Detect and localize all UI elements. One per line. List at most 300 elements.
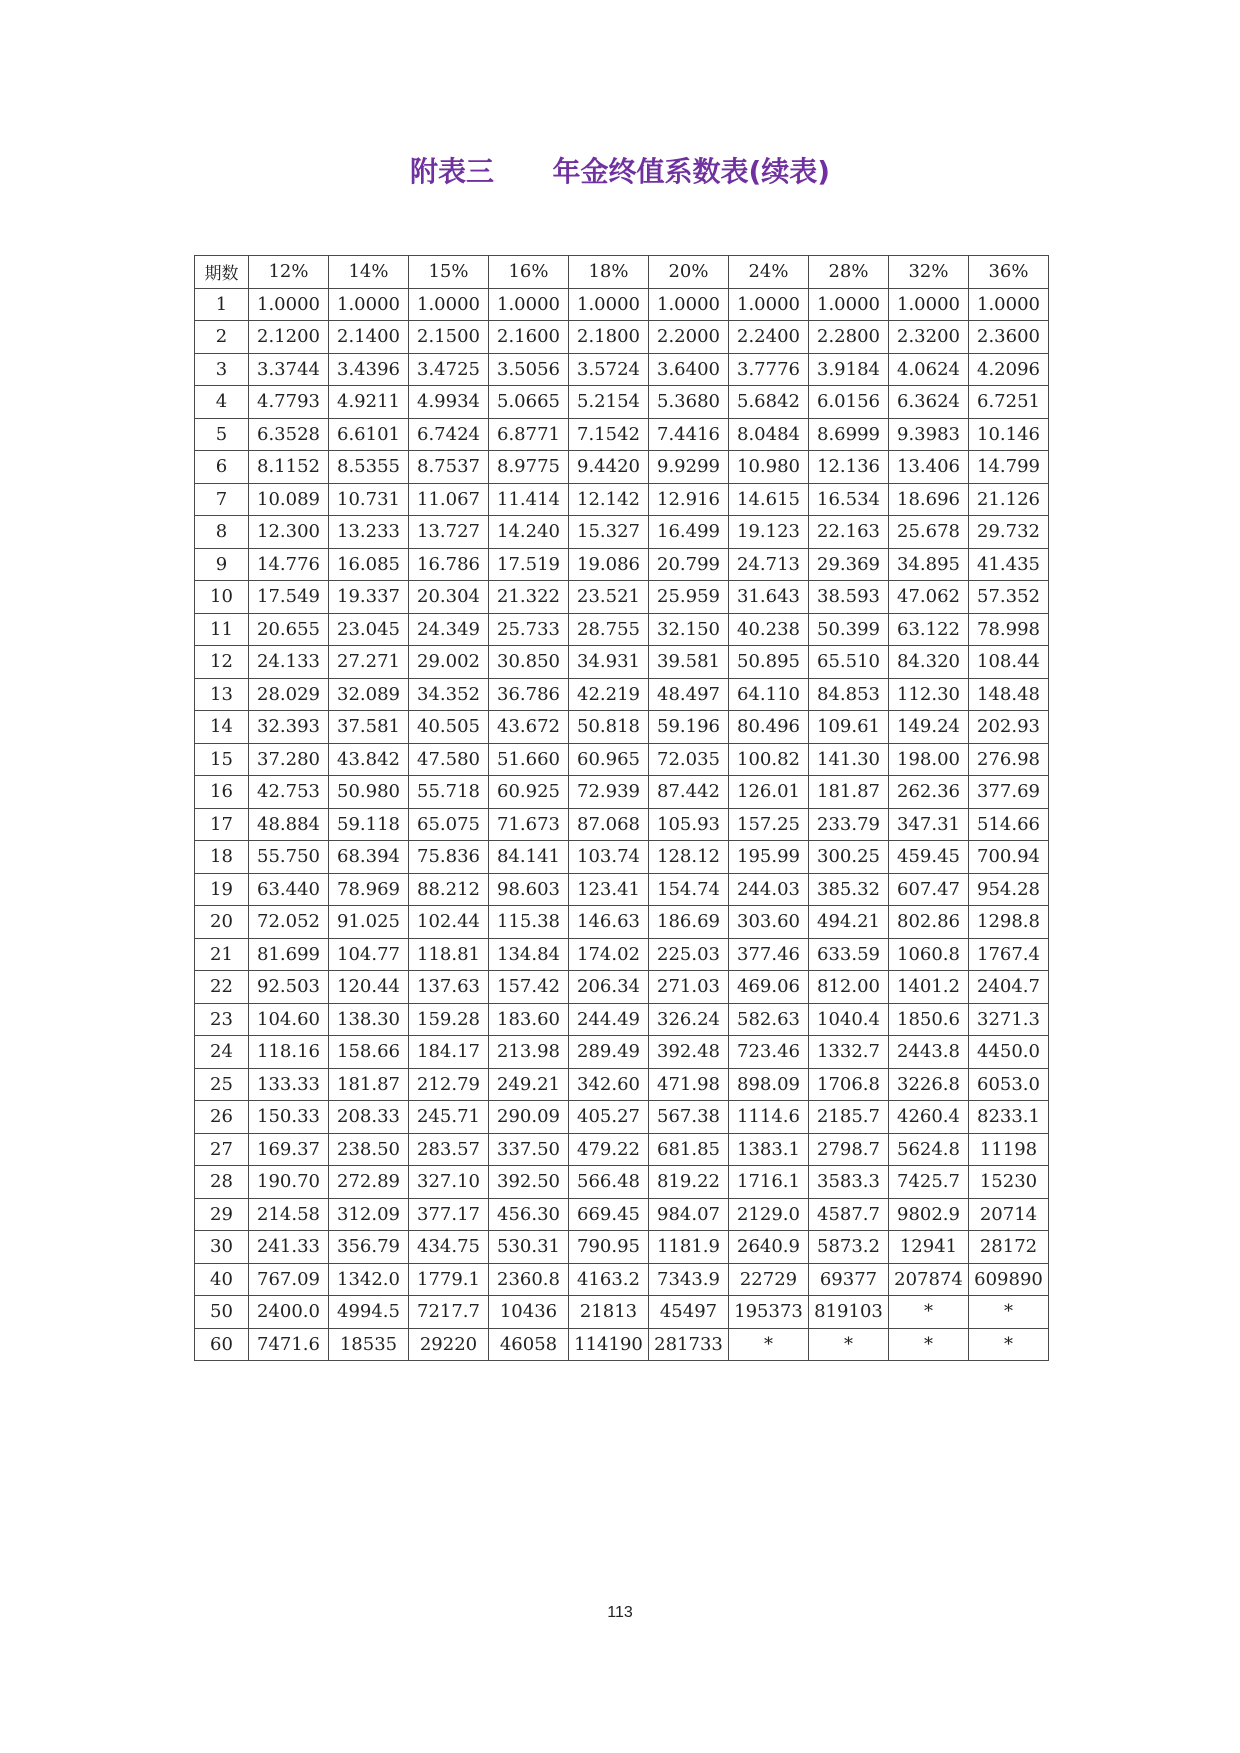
factor-cell: 68.394 [329,841,409,874]
rate-column-header: 36% [969,256,1049,289]
factor-cell: 377.17 [409,1198,489,1231]
factor-cell: 37.581 [329,711,409,744]
factor-cell: 669.45 [569,1198,649,1231]
factor-cell: 347.31 [889,808,969,841]
factor-cell: 9802.9 [889,1198,969,1231]
factor-cell: 28172 [969,1231,1049,1264]
factor-cell: 55.750 [249,841,329,874]
factor-cell: 81.699 [249,938,329,971]
factor-cell: 2.2800 [809,321,889,354]
table-row [195,1101,1049,1134]
factor-cell: * [969,1328,1049,1361]
factor-cell: 146.63 [569,906,649,939]
factor-cell: 37.280 [249,743,329,776]
factor-cell: 790.95 [569,1231,649,1264]
factor-cell: 65.075 [409,808,489,841]
factor-cell: 3.9184 [809,353,889,386]
factor-cell: 114190 [569,1328,649,1361]
factor-cell: 566.48 [569,1166,649,1199]
table-row [195,1328,1049,1361]
factor-cell: 479.22 [569,1133,649,1166]
factor-cell: 1114.6 [729,1101,809,1134]
period-cell: 60 [195,1328,249,1361]
table-row [195,808,1049,841]
factor-cell: 87.068 [569,808,649,841]
factor-cell: 105.93 [649,808,729,841]
factor-cell: 1383.1 [729,1133,809,1166]
factor-cell: 3.3744 [249,353,329,386]
factor-cell: 7.4416 [649,418,729,451]
factor-cell: 102.44 [409,906,489,939]
factor-cell: 22.163 [809,516,889,549]
period-column-header: 期数 [195,256,249,289]
factor-cell: 3.6400 [649,353,729,386]
factor-cell: 104.77 [329,938,409,971]
factor-cell: 6.8771 [489,418,569,451]
factor-cell: 190.70 [249,1166,329,1199]
period-cell: 1 [195,288,249,321]
factor-cell: 195.99 [729,841,809,874]
factor-cell: 1401.2 [889,971,969,1004]
table-row [195,743,1049,776]
period-cell: 40 [195,1263,249,1296]
factor-cell: 2.1800 [569,321,649,354]
factor-cell: 582.63 [729,1003,809,1036]
period-cell: 27 [195,1133,249,1166]
factor-cell: 36.786 [489,678,569,711]
table-row [195,321,1049,354]
factor-cell: 326.24 [649,1003,729,1036]
factor-cell: 69377 [809,1263,889,1296]
factor-cell: 118.16 [249,1036,329,1069]
factor-cell: 112.30 [889,678,969,711]
factor-cell: 4.7793 [249,386,329,419]
factor-cell: 6053.0 [969,1068,1049,1101]
factor-cell: 13.233 [329,516,409,549]
factor-cell: * [889,1328,969,1361]
factor-cell: 469.06 [729,971,809,1004]
table-row [195,288,1049,321]
factor-cell: 207874 [889,1263,969,1296]
factor-cell: 206.34 [569,971,649,1004]
period-cell: 20 [195,906,249,939]
period-cell: 10 [195,581,249,614]
factor-cell: 24.133 [249,646,329,679]
factor-cell: 567.38 [649,1101,729,1134]
factor-cell: 98.603 [489,873,569,906]
factor-cell: 607.47 [889,873,969,906]
factor-cell: 19.337 [329,581,409,614]
factor-cell: 1060.8 [889,938,969,971]
rate-column-header: 14% [329,256,409,289]
factor-cell: 34.895 [889,548,969,581]
factor-cell: 63.122 [889,613,969,646]
table-row [195,971,1049,1004]
factor-cell: 276.98 [969,743,1049,776]
period-cell: 21 [195,938,249,971]
factor-cell: 50.895 [729,646,809,679]
page-title: 附表三 年金终值系数表(续表) [409,155,831,188]
factor-cell: 225.03 [649,938,729,971]
factor-cell: 471.98 [649,1068,729,1101]
factor-cell: 8.5355 [329,451,409,484]
factor-cell: 356.79 [329,1231,409,1264]
table-row [195,711,1049,744]
annuity-future-value-table [194,255,1049,1361]
factor-cell: 169.37 [249,1133,329,1166]
factor-cell: 29.369 [809,548,889,581]
factor-cell: 213.98 [489,1036,569,1069]
factor-cell: 4.0624 [889,353,969,386]
factor-cell: 59.196 [649,711,729,744]
factor-cell: 17.519 [489,548,569,581]
factor-cell: 819.22 [649,1166,729,1199]
factor-cell: 27.271 [329,646,409,679]
factor-cell: 32.393 [249,711,329,744]
factor-cell: 245.71 [409,1101,489,1134]
factor-cell: 84.320 [889,646,969,679]
factor-cell: 337.50 [489,1133,569,1166]
factor-cell: 5.6842 [729,386,809,419]
factor-cell: 65.510 [809,646,889,679]
factor-cell: 123.41 [569,873,649,906]
period-cell: 28 [195,1166,249,1199]
factor-cell: 8.9775 [489,451,569,484]
factor-cell: 59.118 [329,808,409,841]
factor-cell: 5.3680 [649,386,729,419]
period-cell: 14 [195,711,249,744]
factor-cell: 120.44 [329,971,409,1004]
factor-cell: 198.00 [889,743,969,776]
table-row [195,353,1049,386]
factor-cell: 7.1542 [569,418,649,451]
table-row [195,548,1049,581]
factor-cell: 28.029 [249,678,329,711]
factor-cell: 186.69 [649,906,729,939]
factor-cell: 29220 [409,1328,489,1361]
period-cell: 5 [195,418,249,451]
factor-cell: 819103 [809,1296,889,1329]
factor-cell: 138.30 [329,1003,409,1036]
factor-cell: 38.593 [809,581,889,614]
factor-cell: 10.089 [249,483,329,516]
factor-cell: 12941 [889,1231,969,1264]
factor-cell: 40.238 [729,613,809,646]
period-cell: 12 [195,646,249,679]
factor-cell: 18.696 [889,483,969,516]
factor-cell: 9.3983 [889,418,969,451]
factor-cell: 20714 [969,1198,1049,1231]
factor-cell: 23.521 [569,581,649,614]
factor-cell: 48.884 [249,808,329,841]
factor-cell: 812.00 [809,971,889,1004]
period-cell: 7 [195,483,249,516]
factor-cell: 118.81 [409,938,489,971]
period-cell: 25 [195,1068,249,1101]
rate-column-header: 24% [729,256,809,289]
factor-cell: 2.1200 [249,321,329,354]
table-row [195,938,1049,971]
factor-cell: 283.57 [409,1133,489,1166]
factor-cell: 212.79 [409,1068,489,1101]
factor-cell: 15230 [969,1166,1049,1199]
factor-cell: 984.07 [649,1198,729,1231]
factor-cell: 434.75 [409,1231,489,1264]
factor-cell: 5873.2 [809,1231,889,1264]
factor-cell: 1706.8 [809,1068,889,1101]
factor-cell: 1716.1 [729,1166,809,1199]
factor-cell: 202.93 [969,711,1049,744]
factor-cell: 32.089 [329,678,409,711]
factor-cell: 34.931 [569,646,649,679]
factor-cell: 456.30 [489,1198,569,1231]
factor-cell: 2.3200 [889,321,969,354]
factor-cell: 43.672 [489,711,569,744]
period-cell: 15 [195,743,249,776]
factor-cell: 103.74 [569,841,649,874]
factor-cell: 2.1400 [329,321,409,354]
factor-cell: 100.82 [729,743,809,776]
factor-cell: 11.414 [489,483,569,516]
table-row [195,1068,1049,1101]
period-cell: 17 [195,808,249,841]
factor-cell: 16.499 [649,516,729,549]
factor-cell: 290.09 [489,1101,569,1134]
factor-cell: 28.755 [569,613,649,646]
factor-cell: 272.89 [329,1166,409,1199]
factor-cell: 24.713 [729,548,809,581]
factor-cell: 21.126 [969,483,1049,516]
factor-cell: 459.45 [889,841,969,874]
factor-cell: 6.6101 [329,418,409,451]
table-row [195,841,1049,874]
factor-cell: 87.442 [649,776,729,809]
factor-cell: 150.33 [249,1101,329,1134]
factor-cell: 2.3600 [969,321,1049,354]
factor-cell: 57.352 [969,581,1049,614]
factor-cell: 141.30 [809,743,889,776]
factor-cell: 55.718 [409,776,489,809]
period-cell: 2 [195,321,249,354]
factor-cell: 4.2096 [969,353,1049,386]
factor-cell: 78.998 [969,613,1049,646]
factor-cell: 271.03 [649,971,729,1004]
factor-cell: 10.980 [729,451,809,484]
factor-cell: 385.32 [809,873,889,906]
factor-cell: 51.660 [489,743,569,776]
factor-cell: 8.7537 [409,451,489,484]
factor-cell: 241.33 [249,1231,329,1264]
factor-cell: 208.33 [329,1101,409,1134]
table-row [195,1133,1049,1166]
factor-cell: 31.643 [729,581,809,614]
factor-cell: 405.27 [569,1101,649,1134]
factor-cell: 1767.4 [969,938,1049,971]
factor-cell: 1.0000 [489,288,569,321]
factor-cell: 47.062 [889,581,969,614]
rate-column-header: 32% [889,256,969,289]
factor-cell: 63.440 [249,873,329,906]
factor-cell: 1342.0 [329,1263,409,1296]
factor-cell: 32.150 [649,613,729,646]
factor-cell: 767.09 [249,1263,329,1296]
factor-cell: 133.33 [249,1068,329,1101]
factor-cell: 530.31 [489,1231,569,1264]
factor-cell: 18535 [329,1328,409,1361]
factor-cell: 2443.8 [889,1036,969,1069]
factor-cell: 30.850 [489,646,569,679]
factor-cell: 1298.8 [969,906,1049,939]
factor-cell: 50.980 [329,776,409,809]
factor-cell: 244.03 [729,873,809,906]
table-row [195,613,1049,646]
factor-cell: 10.146 [969,418,1049,451]
factor-cell: 289.49 [569,1036,649,1069]
factor-cell: 6.3624 [889,386,969,419]
factor-cell: 78.969 [329,873,409,906]
period-cell: 4 [195,386,249,419]
factor-cell: 681.85 [649,1133,729,1166]
factor-cell: 148.48 [969,678,1049,711]
factor-cell: 9.4420 [569,451,649,484]
factor-cell: 128.12 [649,841,729,874]
period-cell: 3 [195,353,249,386]
factor-cell: 108.44 [969,646,1049,679]
factor-cell: 14.776 [249,548,329,581]
factor-cell: 50.399 [809,613,889,646]
factor-cell: 157.42 [489,971,569,1004]
factor-cell: 233.79 [809,808,889,841]
factor-cell: 149.24 [889,711,969,744]
table-row [195,386,1049,419]
factor-cell: 109.61 [809,711,889,744]
factor-cell: 2640.9 [729,1231,809,1264]
factor-cell: 4260.4 [889,1101,969,1134]
factor-cell: 13.727 [409,516,489,549]
factor-cell: 4587.7 [809,1198,889,1231]
factor-cell: 137.63 [409,971,489,1004]
period-cell: 8 [195,516,249,549]
rate-column-header: 18% [569,256,649,289]
factor-cell: * [889,1296,969,1329]
factor-cell: 20.799 [649,548,729,581]
factor-cell: 12.300 [249,516,329,549]
factor-cell: 1.0000 [969,288,1049,321]
factor-cell: 14.799 [969,451,1049,484]
table-row [195,1166,1049,1199]
factor-cell: 1.0000 [889,288,969,321]
factor-cell: 3271.3 [969,1003,1049,1036]
factor-cell: 303.60 [729,906,809,939]
factor-cell: 3.4396 [329,353,409,386]
factor-cell: 7217.7 [409,1296,489,1329]
table-row [195,516,1049,549]
factor-cell: 3.7776 [729,353,809,386]
factor-cell: 2129.0 [729,1198,809,1231]
factor-cell: 2404.7 [969,971,1049,1004]
period-cell: 50 [195,1296,249,1329]
factor-cell: 20.655 [249,613,329,646]
factor-cell: 43.842 [329,743,409,776]
factor-cell: 17.549 [249,581,329,614]
factor-cell: 60.965 [569,743,649,776]
factor-cell: 41.435 [969,548,1049,581]
factor-cell: 7343.9 [649,1263,729,1296]
factor-cell: 134.84 [489,938,569,971]
factor-cell: 2185.7 [809,1101,889,1134]
factor-cell: 214.58 [249,1198,329,1231]
period-cell: 9 [195,548,249,581]
factor-cell: 802.86 [889,906,969,939]
factor-cell: 342.60 [569,1068,649,1101]
factor-cell: 4450.0 [969,1036,1049,1069]
factor-cell: 249.21 [489,1068,569,1101]
factor-cell: 2.1600 [489,321,569,354]
factor-cell: 72.939 [569,776,649,809]
factor-cell: 4.9934 [409,386,489,419]
factor-cell: 494.21 [809,906,889,939]
factor-cell: 22729 [729,1263,809,1296]
factor-cell: 4163.2 [569,1263,649,1296]
factor-cell: 104.60 [249,1003,329,1036]
factor-cell: 71.673 [489,808,569,841]
period-cell: 11 [195,613,249,646]
factor-cell: 1.0000 [329,288,409,321]
factor-cell: 88.212 [409,873,489,906]
table-row [195,483,1049,516]
factor-cell: 5.2154 [569,386,649,419]
factor-cell: 609890 [969,1263,1049,1296]
factor-cell: 75.836 [409,841,489,874]
factor-cell: 8.0484 [729,418,809,451]
factor-cell: 13.406 [889,451,969,484]
factor-cell: 312.09 [329,1198,409,1231]
factor-cell: 244.49 [569,1003,649,1036]
factor-cell: 60.925 [489,776,569,809]
factor-cell: 15.327 [569,516,649,549]
factor-cell: 1181.9 [649,1231,729,1264]
factor-cell: 25.959 [649,581,729,614]
factor-cell: 16.534 [809,483,889,516]
factor-cell: 2.1500 [409,321,489,354]
table-row [195,1003,1049,1036]
factor-cell: 23.045 [329,613,409,646]
period-cell: 30 [195,1231,249,1264]
factor-cell: 34.352 [409,678,489,711]
factor-cell: 392.50 [489,1166,569,1199]
factor-cell: 50.818 [569,711,649,744]
factor-cell: 2400.0 [249,1296,329,1329]
factor-cell: 29.002 [409,646,489,679]
factor-cell: 1850.6 [889,1003,969,1036]
factor-cell: 10.731 [329,483,409,516]
factor-cell: 126.01 [729,776,809,809]
factor-cell: 19.086 [569,548,649,581]
factor-cell: 2.2000 [649,321,729,354]
factor-cell: 183.60 [489,1003,569,1036]
factor-cell: 1.0000 [809,288,889,321]
factor-cell: 40.505 [409,711,489,744]
factor-cell: 64.110 [729,678,809,711]
factor-cell: 514.66 [969,808,1049,841]
factor-cell: 6.3528 [249,418,329,451]
factor-cell: 25.733 [489,613,569,646]
factor-cell: 115.38 [489,906,569,939]
factor-cell: * [969,1296,1049,1329]
factor-cell: 3583.3 [809,1166,889,1199]
factor-cell: 392.48 [649,1036,729,1069]
factor-cell: 80.496 [729,711,809,744]
